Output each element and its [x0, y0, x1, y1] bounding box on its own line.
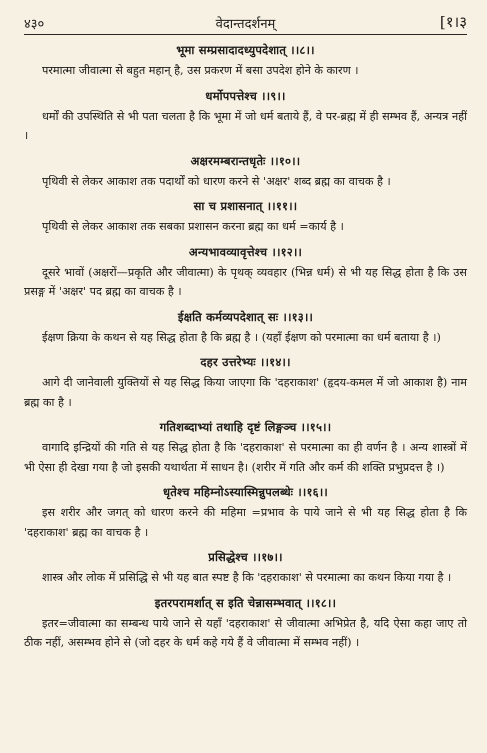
section-sutra-13	[24, 310, 467, 348]
page-number: ४३०	[24, 17, 45, 32]
commentary-paragraph: धर्मों की उपस्थिति से भी पता चलता है कि भूमा में जो धर्म बताये हैं, वे पर-ब्रह्म में ही सम्भव हैं, अन्यत्र नहीं ।	[24, 109, 467, 142]
sutra-heading: अक्षरमम्बरान्तधृतेः ।।१०।।	[190, 153, 301, 168]
section-sutra-16	[24, 485, 467, 542]
sutra-heading: धृतेश्च महिम्नोऽस्यास्मिन्नुपलब्धेः ।।१६।।	[163, 485, 328, 499]
commentary-paragraph: पृथिवी से लेकर आकाश तक सबका प्रशासन करना ब्रह्म का धर्म =कार्य है ।	[42, 220, 344, 233]
commentary-paragraph: पृथिवी से लेकर आकाश तक पदार्थों को धारण करने से 'अक्षर' शब्द ब्रह्म का वाचक है ।	[42, 174, 391, 188]
page-title: वेदान्तदर्शनम्	[215, 17, 276, 32]
section-sutra-15	[24, 420, 467, 477]
section-sutra-14	[24, 355, 467, 412]
commentary-paragraph: दूसरे भावों (अक्षरों—प्रकृति और जीवात्मा) के पृथक् व्यवहार (भिन्न धर्म) से भी यह सिद्ध होता है कि उस प्रसङ्ग में 'अक्षर' पद ब्रह्म का वाचक है ।	[24, 265, 467, 298]
sutra-heading: इतरपरामर्शात् स इति चेन्नासम्भवात् ।।१८।।	[154, 595, 337, 610]
section-sutra-10	[24, 154, 467, 192]
commentary-paragraph: आगे दी जानेवाली युक्तियों से यह सिद्ध किया जाएगा कि 'दहराकाश' (हृदय-कमल में जो आकाश है) नाम ब्रह्म का है ।	[24, 376, 467, 409]
section-sutra-11	[24, 199, 467, 237]
commentary-paragraph: शास्त्र और लोक में प्रसिद्धि से भी यह बात स्पष्ट है कि 'दहराकाश' से परमात्मा का कथन किया गया है ।	[42, 571, 452, 584]
header-rule	[24, 34, 467, 35]
section-sutra-12	[24, 245, 467, 302]
commentary-paragraph: इतर=जीवात्मा का सम्बन्ध पाये जाने से यहाँ 'दहराकाश' से जीवात्मा अभिप्रेत है, यदि ऐसा कहा जाए तो ठीक नहीं, असम्भव होने से (जो दहर के धर्म कहे गये हैं वे जीवात्मा में सम्भव नहीं) ।	[24, 616, 467, 649]
sutra-heading: सा च प्रशासनात् ।।११।।	[193, 199, 298, 213]
sutra-heading: भूमा सम्प्रसादादध्युपदेशात् ।।८।।	[176, 43, 315, 57]
commentary-paragraph: परमात्मा जीवात्मा से बहुत महान् है, उस प्रकरण में बसा उपदेश होने के कारण ।	[42, 64, 359, 77]
sutra-heading: धर्मोपपत्तेश्च ।।९।।	[205, 88, 286, 103]
commentary-paragraph: ईक्षण क्रिया के कथन से यह सिद्ध होता है कि ब्रह्म है । (यहाँ ईक्षण को परमात्मा का धर्म बताया है ।)	[42, 330, 441, 344]
chapter-reference: [१।३	[439, 13, 467, 31]
page-header	[24, 10, 467, 34]
sutra-heading: अन्यभावव्यावृत्तेश्च ।।१२।।	[188, 244, 303, 259]
sutra-heading: ईक्षति कर्मव्यपदेशात् सः ।।१३।।	[177, 309, 314, 324]
commentary-paragraph: वागादि इन्द्रियों की गति से यह सिद्ध होता है कि 'दहराकाश' से परमात्मा का ही वर्णन है । अन्य शास्त्रों में भी ऐसा ही देखा गया है जो इसकी यथार्थता में साधन है। (शरीर में गति और कर्म की शक्ति प्रभुप्रदत्त है ।)	[24, 441, 467, 474]
section-sutra-8	[24, 43, 467, 81]
section-sutra-18	[24, 596, 467, 653]
sutra-heading: दहर उत्तरेभ्यः ।।१४।।	[200, 355, 291, 369]
section-sutra-17	[24, 550, 467, 588]
commentary-paragraph: इस शरीर और जगत् को धारण करने की महिमा =प्रभाव के पाये जाने से भी यह सिद्ध होता है कि 'दहराकाश' ब्रह्म का वाचक है ।	[24, 506, 467, 539]
sutra-heading: गतिशब्दाभ्यां तथाहि दृष्टं लिङ्गञ्च ।।१५।।	[159, 420, 332, 434]
sutra-heading: प्रसिद्धेश्च ।।१७।।	[208, 550, 283, 564]
section-sutra-9	[24, 89, 467, 146]
